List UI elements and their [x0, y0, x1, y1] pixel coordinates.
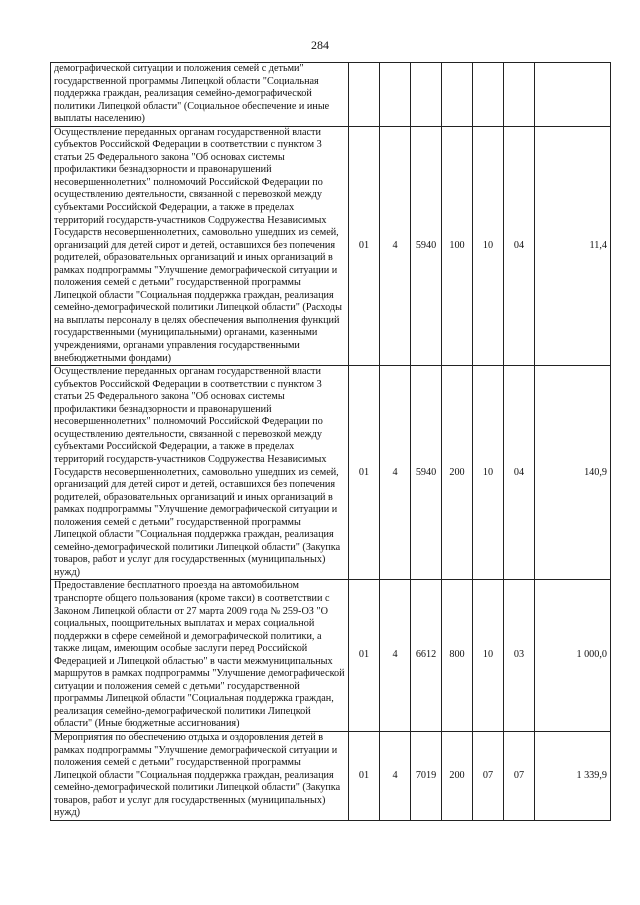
section-cell: 10: [473, 366, 504, 580]
budget-table: [50, 62, 611, 821]
program-code-cell: 01: [349, 366, 380, 580]
subprogram-code-cell: 4: [380, 366, 411, 580]
direction-code-cell: 5940: [411, 126, 442, 365]
amount-cell: 1 339,9: [535, 731, 611, 820]
direction-code-cell: 7019: [411, 731, 442, 820]
table-row: [51, 580, 611, 732]
subsection-cell: 04: [504, 126, 535, 365]
table-row: [51, 366, 611, 580]
direction-code-cell: 5940: [411, 366, 442, 580]
direction-code-cell: [411, 63, 442, 127]
row-description: Предоставление бесплатного проезда на автомобильном транспорте общего пользования (кроме такси) в соответствии с Законом Липецкой области от 27 марта 2009 года № 259-ОЗ "О социальных, поощрительных выплатах и мерах социальной поддержки в сфере семейной и демографической политики, а также лицам, имеющим особые заслуги перед Российской Федерацией и Липецкой областью" в части межмуниципальных маршрутов в рамках подпрограммы "Улучшение демографической ситуации и положения семей с детьми" государственной программы Липецкой области "Социальная поддержка граждан, реализация семейно-демографической политики Липецкой области" (Иные бюджетные ассигнования): [51, 580, 349, 732]
subprogram-code-cell: 4: [380, 731, 411, 820]
amount-cell: 11,4: [535, 126, 611, 365]
expense-type-cell: 200: [442, 731, 473, 820]
section-cell: 07: [473, 731, 504, 820]
expense-type-cell: 200: [442, 366, 473, 580]
subprogram-code-cell: [380, 63, 411, 127]
row-description: Осуществление переданных органам государственной власти субъектов Российской Федерации в соответствии с пунктом 3 статьи 25 Федерального закона "Об основах системы профилактики безнадзорности и правонарушений несовершеннолетних" полномочий Российской Федерации по осуществлению деятельности, связанной с перевозкой между субъектами Российской Федерации, а также в пределах территорий государств-участников Содружества Независимых Государств несовершеннолетних, самовольно ушедших из семей, организаций для детей сирот и детей, оставшихся без попечения родителей, образовательных организаций и иных организаций в рамках подпрограммы "Улучшение демографической ситуации и положения семей с детьми" государственной программы Липецкой области "Социальная поддержка граждан, реализация семейно-демографической политики Липецкой области" (Закупка товаров, работ и услуг для государственных (муниципальных) нужд): [51, 366, 349, 580]
table-row: [51, 731, 611, 820]
section-cell: 10: [473, 126, 504, 365]
section-cell: [473, 63, 504, 127]
program-code-cell: [349, 63, 380, 127]
section-cell: 10: [473, 580, 504, 732]
amount-cell: [535, 63, 611, 127]
row-description: демографической ситуации и положения семей с детьми" государственной программы Липецкой области "Социальная поддержка граждан, реализация семейно-демографической политики Липецкой области" (Социальное обеспечение и иные выплаты населению): [51, 63, 349, 127]
direction-code-cell: 6612: [411, 580, 442, 732]
expense-type-cell: 800: [442, 580, 473, 732]
program-code-cell: 01: [349, 126, 380, 365]
subsection-cell: 03: [504, 580, 535, 732]
subprogram-code-cell: 4: [380, 126, 411, 365]
table-row: [51, 63, 611, 127]
page-number: 284: [311, 38, 329, 52]
expense-type-cell: 100: [442, 126, 473, 365]
row-description: Осуществление переданных органам государственной власти субъектов Российской Федерации в соответствии с пунктом 3 статьи 25 Федерального закона "Об основах системы профилактики безнадзорности и правонарушений несовершеннолетних" полномочий Российской Федерации по осуществлению деятельности, связанной с перевозкой между субъектами Российской Федерации, а также в пределах территорий государств-участников Содружества Независимых Государств несовершеннолетних, самовольно ушедших из семей, организаций для детей сирот и детей, оставшихся без попечения родителей, образовательных организаций и иных организаций в рамках подпрограммы "Улучшение демографической ситуации и положения семей с детьми" государственной программы Липецкой области "Социальная поддержка граждан, реализация семейно-демографической политики Липецкой области" (Расходы на выплаты персоналу в целях обеспечения выполнения функций государственными (муниципальными) органами, казенными учреждениями, органами управления государственными внебюджетными фондами): [51, 126, 349, 365]
program-code-cell: 01: [349, 731, 380, 820]
amount-cell: 1 000,0: [535, 580, 611, 732]
subsection-cell: [504, 63, 535, 127]
amount-cell: 140,9: [535, 366, 611, 580]
subsection-cell: 07: [504, 731, 535, 820]
expense-type-cell: [442, 63, 473, 127]
program-code-cell: 01: [349, 580, 380, 732]
subsection-cell: 04: [504, 366, 535, 580]
subprogram-code-cell: 4: [380, 580, 411, 732]
row-description: Мероприятия по обеспечению отдыха и оздоровления детей в рамках подпрограммы "Улучшение демографической ситуации и положения семей с детьми" государственной программы Липецкой области "Социальная поддержка граждан, реализация семейно-демографической политики Липецкой области" (Закупка товаров, работ и услуг для государственных (муниципальных) нужд): [51, 731, 349, 820]
table-row: [51, 126, 611, 365]
